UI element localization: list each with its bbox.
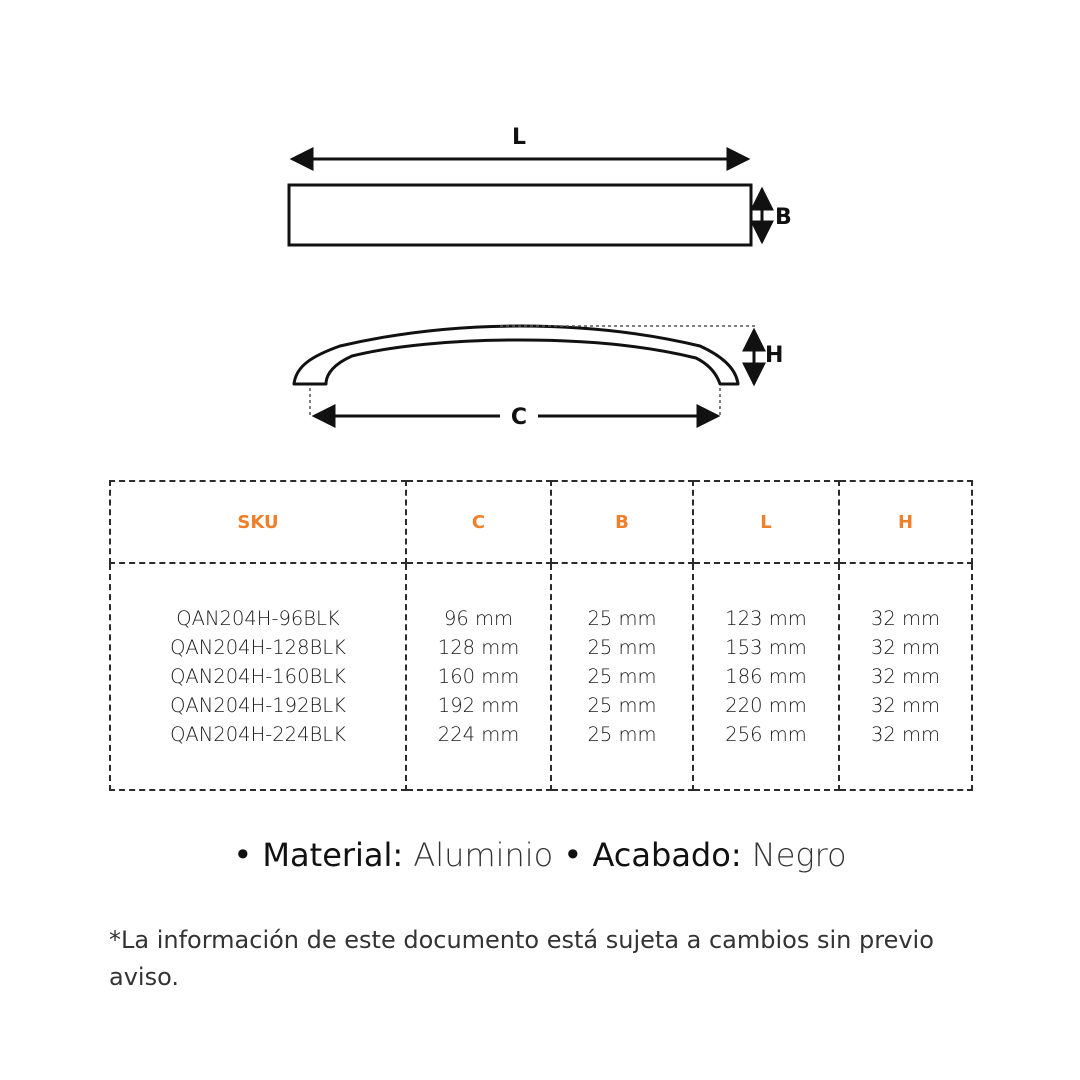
- l-value: 256 mm: [725, 723, 807, 746]
- h-value: 32 mm: [870, 607, 940, 630]
- h-value: 32 mm: [870, 723, 940, 746]
- b-value: 25 mm: [587, 607, 657, 630]
- sku-value: QAN204H-128BLK: [170, 636, 346, 659]
- dimensions-table: [109, 480, 973, 791]
- l-value: 153 mm: [725, 636, 807, 659]
- c-value: 160 mm: [437, 665, 520, 688]
- sku-value: QAN204H-192BLK: [170, 694, 346, 717]
- header-h: H: [839, 481, 972, 563]
- h-value: 32 mm: [870, 694, 940, 717]
- sku-value: QAN204H-160BLK: [170, 665, 346, 688]
- header-sku: SKU: [110, 481, 406, 563]
- table-row: [110, 563, 972, 790]
- material-finish-line: [0, 836, 1080, 874]
- bullet: •: [233, 836, 253, 874]
- handle-top-view: [289, 185, 751, 245]
- sku-column: [110, 563, 406, 790]
- center-distance-label: C: [510, 405, 528, 430]
- c-value: 96 mm: [443, 607, 513, 630]
- finish-key: Acabado:: [592, 836, 742, 874]
- b-value: 25 mm: [587, 636, 657, 659]
- material-key: Material:: [262, 836, 404, 874]
- c-value: 128 mm: [437, 636, 520, 659]
- l-value: 220 mm: [725, 694, 807, 717]
- handle-side-view: [294, 326, 738, 384]
- material-value: Aluminio: [413, 836, 554, 874]
- length-label: L: [511, 125, 527, 150]
- h-column: [839, 563, 972, 790]
- header-b: B: [551, 481, 693, 563]
- base-label: B: [775, 205, 792, 230]
- handle-dimension-drawing: [0, 0, 1080, 470]
- b-value: 25 mm: [587, 694, 657, 717]
- b-value: 25 mm: [587, 723, 657, 746]
- l-value: 186 mm: [725, 665, 807, 688]
- b-value: 25 mm: [587, 665, 657, 688]
- c-value: 224 mm: [437, 723, 520, 746]
- sku-value: QAN204H-224BLK: [170, 723, 346, 746]
- h-value: 32 mm: [870, 665, 940, 688]
- sku-value: QAN204H-96BLK: [176, 607, 340, 630]
- b-column: [551, 563, 693, 790]
- table-header-row: [110, 481, 972, 563]
- header-c: C: [406, 481, 551, 563]
- finish-value: Negro: [751, 836, 847, 874]
- h-value: 32 mm: [870, 636, 940, 659]
- c-value: 192 mm: [437, 694, 520, 717]
- height-label: H: [765, 343, 784, 368]
- bullet: •: [563, 836, 583, 874]
- disclaimer-text: *La información de este documento está sujeta a cambios sin previo aviso.: [109, 926, 934, 991]
- l-value: 123 mm: [725, 607, 807, 630]
- l-column: [693, 563, 839, 790]
- c-column: [406, 563, 551, 790]
- header-l: L: [693, 481, 839, 563]
